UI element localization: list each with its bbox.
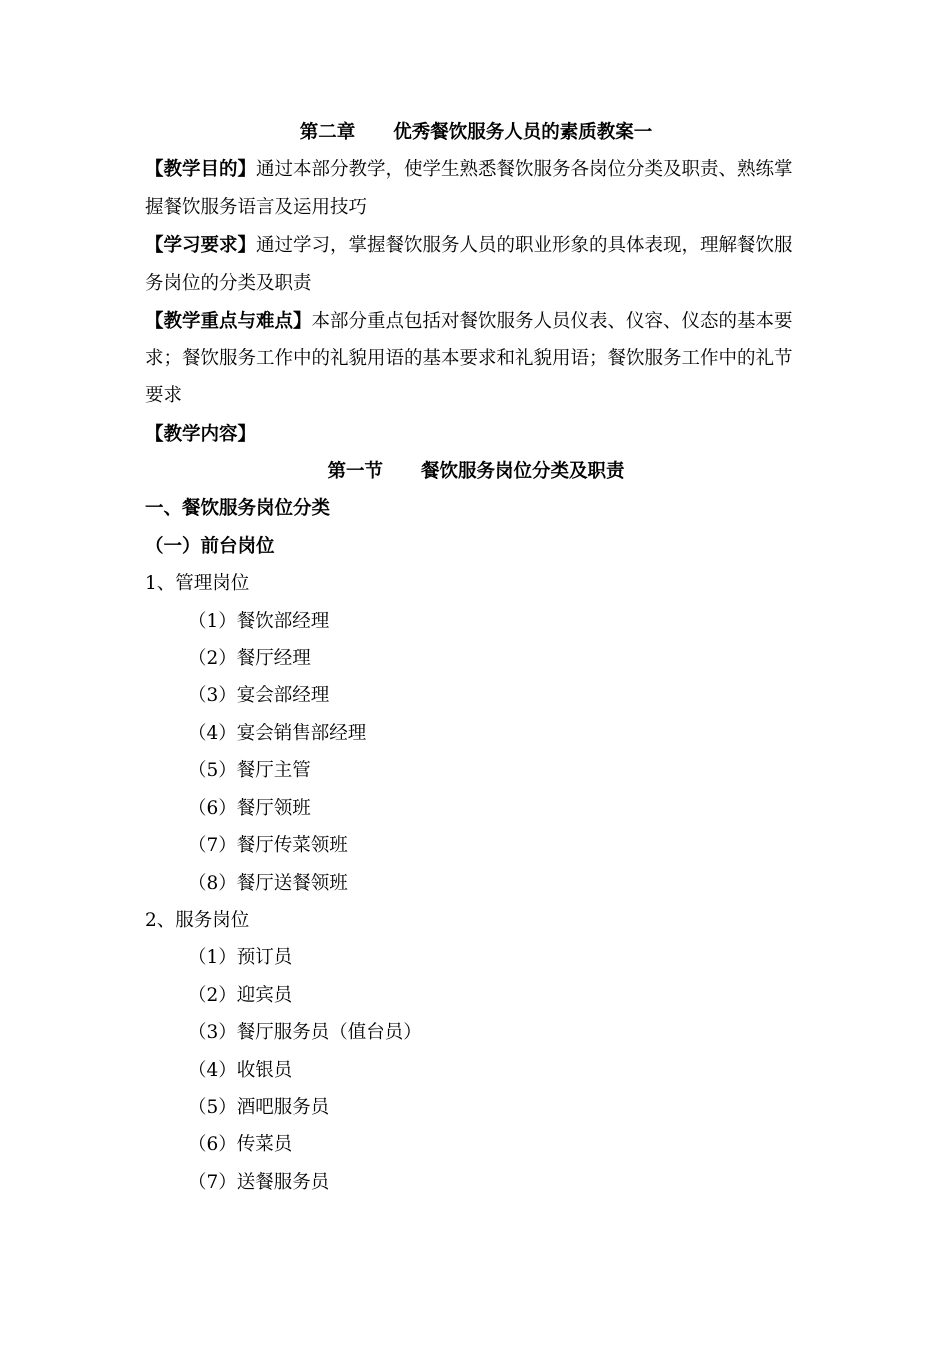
- list-item: （3）餐厅服务员（值台员）: [188, 1022, 422, 1043]
- requirements-label: 【学习要求】: [145, 235, 257, 256]
- objectives-text-line2: 握餐饮服务语言及运用技巧: [145, 197, 368, 218]
- requirements-text-line2: 务岗位的分类及职责: [145, 273, 312, 294]
- chapter-title: [0, 120, 952, 146]
- key-points-text-line1: 本部分重点包括对餐饮服务人员仪表、仪容、仪态的基本要: [311, 311, 793, 332]
- list-item: （2）餐厅经理: [188, 648, 311, 669]
- chapter-number: 第二章: [299, 122, 356, 143]
- list-item: （5）餐厅主管: [188, 760, 311, 781]
- key-points-text-line2: 求；餐饮服务工作中的礼貌用语的基本要求和礼貌用语；餐饮服务工作中的礼节: [145, 348, 793, 369]
- chapter-name: 优秀餐饮服务人员的素质教案一: [393, 122, 653, 143]
- requirements-paragraph: [145, 233, 815, 259]
- key-points-paragraph: [145, 309, 815, 335]
- heading-level-2: （一）前台岗位: [145, 536, 275, 557]
- heading-level-1: 一、餐饮服务岗位分类: [145, 498, 331, 519]
- key-points-label: 【教学重点与难点】: [145, 311, 312, 332]
- list-item: （3）宴会部经理: [188, 685, 330, 706]
- list-item: （1）餐饮部经理: [188, 611, 330, 632]
- objectives-paragraph: [145, 157, 815, 183]
- content-label: 【教学内容】: [145, 424, 257, 445]
- service-title: 2、服务岗位: [145, 910, 250, 931]
- list-item: （5）酒吧服务员: [188, 1097, 330, 1118]
- list-item: （1）预订员: [188, 947, 293, 968]
- list-item: （8）餐厅送餐领班: [188, 873, 348, 894]
- list-item: （7）餐厅传菜领班: [188, 835, 348, 856]
- requirements-text-line1: 通过学习，掌握餐饮服务人员的职业形象的具体表现，理解餐饮服: [256, 235, 793, 256]
- key-points-text-line3: 要求: [145, 385, 183, 406]
- section-name: 餐饮服务岗位分类及职责: [421, 461, 625, 482]
- objectives-label: 【教学目的】: [145, 159, 257, 180]
- list-item: （6）传菜员: [188, 1134, 293, 1155]
- list-item: （4）宴会销售部经理: [188, 723, 367, 744]
- management-title: 1、管理岗位: [145, 573, 250, 594]
- objectives-text-line1: 通过本部分教学，使学生熟悉餐饮服务各岗位分类及职责、熟练掌: [256, 159, 793, 180]
- list-item: （2）迎宾员: [188, 985, 293, 1006]
- list-item: （4）收银员: [188, 1060, 293, 1081]
- list-item: （6）餐厅领班: [188, 798, 311, 819]
- section-title: [0, 459, 952, 485]
- section-number: 第一节: [327, 461, 383, 482]
- list-item: （7）送餐服务员: [188, 1172, 330, 1193]
